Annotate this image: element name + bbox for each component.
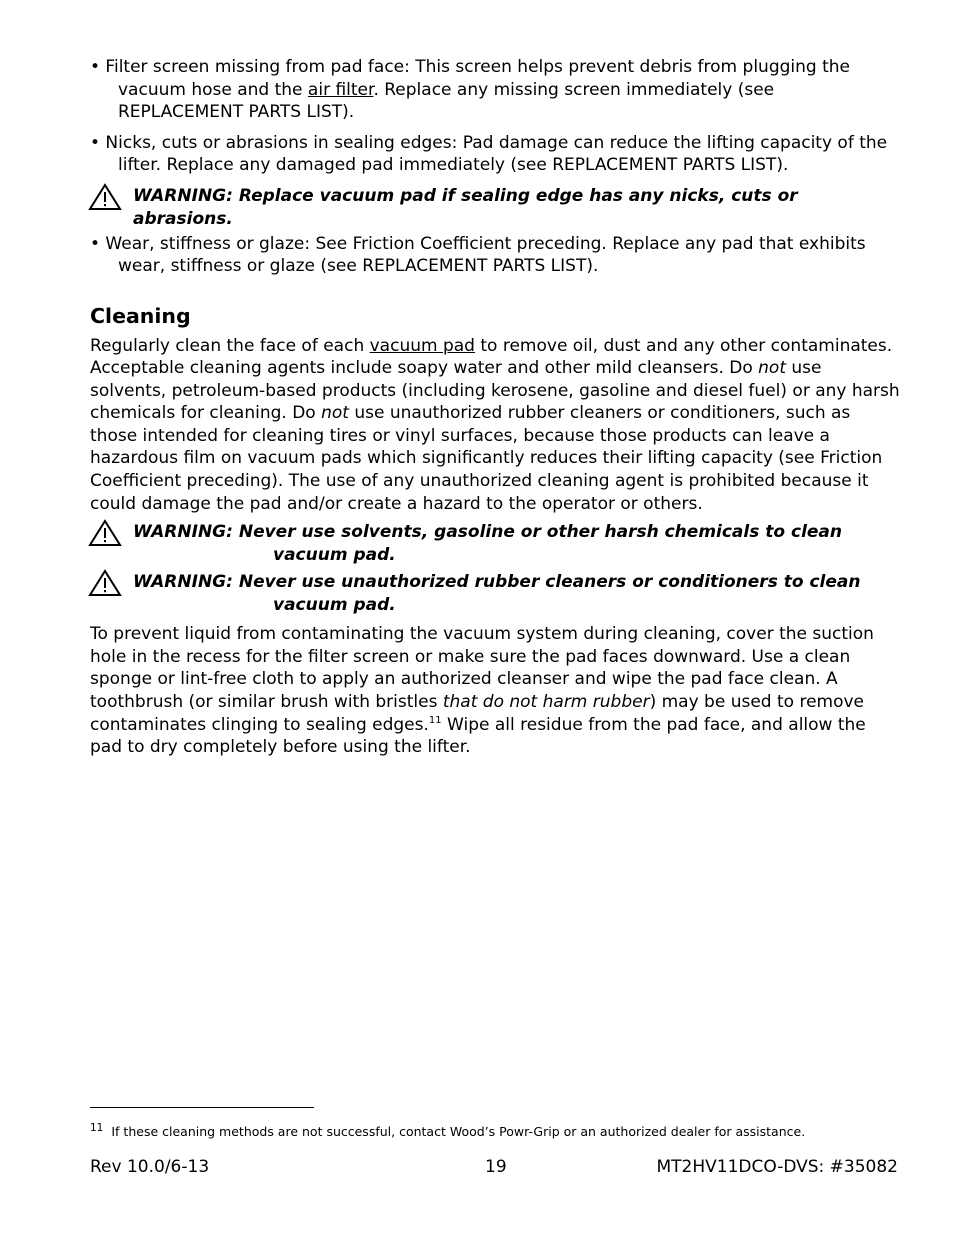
para-text: To prevent liquid from contaminating the vacuum system during cleaning, cover the suction hole in the recess for the filter screen or make sure the pad faces downward. Use a clean sponge or lint-free cloth to apply an authorized cleanser and wipe the pad face clean. A toothbrush (or similar brush with bristles [90,624,874,713]
emphasis-not: not [758,358,786,379]
vacuum-pad-link[interactable]: vacuum pad [369,335,475,356]
warning-text: WARNING: Replace vacuum pad if sealing edge has any nicks, cuts or abrasions. [133,185,798,229]
para-text: use solvents, petroleum-based products (including kerosene, gasoline and diesel fuel) or any harsh chemicals for cleaning. Do [90,358,900,424]
para-text: ) may be used to remove contaminates clinging to sealing edges. [90,692,865,735]
emphasis-text: that do not harm rubber [442,692,650,713]
warning-triangle-icon [88,569,122,597]
emphasis-not: not [321,403,349,424]
bullet-text: . Replace any missing screen immediately (see REPLACEMENT PARTS LIST). [118,79,775,122]
footnote-number: 11 [90,1122,104,1134]
para-text: Regularly clean the face of each [90,335,370,356]
filter-screen-bullet [90,56,900,124]
footnote [90,1124,805,1140]
para-text: use unauthorized rubber cleaners or conditioners, such as those intended for cleaning tires or vinyl surfaces, because those products can leave a hazardous film on vacuum pads which significantly reduces their lifting capacity (see Friction Coefficient preceding). The use of any unauthorized cleaning agent is prohibited because it could damage the pad and/or create a hazard to the operator or others. [90,403,883,514]
warning-sealing-edge [90,185,900,231]
warning-text: vacuum pad. [273,595,396,616]
footnote-text: If these cleaning methods are not successful, contact Wood’s Powr-Grip or an authorized dealer for assistance. [111,1124,806,1139]
warning-solvents [90,521,900,567]
footnote-reference[interactable]: 11 [428,714,442,726]
cleaning-paragraph-2 [90,623,900,759]
warning-text: vacuum pad. [273,545,396,566]
footer-revision: Rev 10.0/6-13 [90,1157,210,1177]
page-body [90,56,900,765]
section-heading-cleaning: Cleaning [90,303,191,328]
cleaning-paragraph-1 [90,335,900,516]
footer-model-number: MT2HV11DCO-DVS: #35082 [656,1157,898,1177]
air-filter-link[interactable]: air filter [307,79,374,100]
para-text: to remove oil, dust and any other contaminates. Acceptable cleaning agents include soapy water and other mild cleansers. Do [90,335,893,379]
footnote-separator [90,1107,314,1108]
nicks-cuts-bullet: • Nicks, cuts or abrasions in sealing edges: Pad damage can reduce the lifting capacity of the lifter. Replace any damaged pad immediately (see REPLACEMENT PARTS LIST). [90,132,888,175]
warning-triangle-icon [88,519,122,547]
warning-triangle-icon [88,183,122,211]
warning-rubber-cleaners [90,571,900,617]
para-text: Wipe all residue from the pad face, and allow the pad to dry completely before using the lifter. [90,714,866,758]
warning-text: WARNING: Never use solvents, gasoline or other harsh chemicals to clean [133,522,843,543]
footer-page-number: 19 [485,1157,507,1177]
bullet-text: • Filter screen missing from pad face: This screen helps prevent debris from plugging the vacuum hose and the [90,57,850,100]
wear-stiffness-bullet: • Wear, stiffness or glaze: See Friction Coefficient preceding. Replace any pad that exhibits wear, stiffness or glaze (see REPLACEMENT PARTS LIST). [90,233,866,276]
warning-text: WARNING: Never use unauthorized rubber cleaners or conditioners to clean [133,572,861,593]
